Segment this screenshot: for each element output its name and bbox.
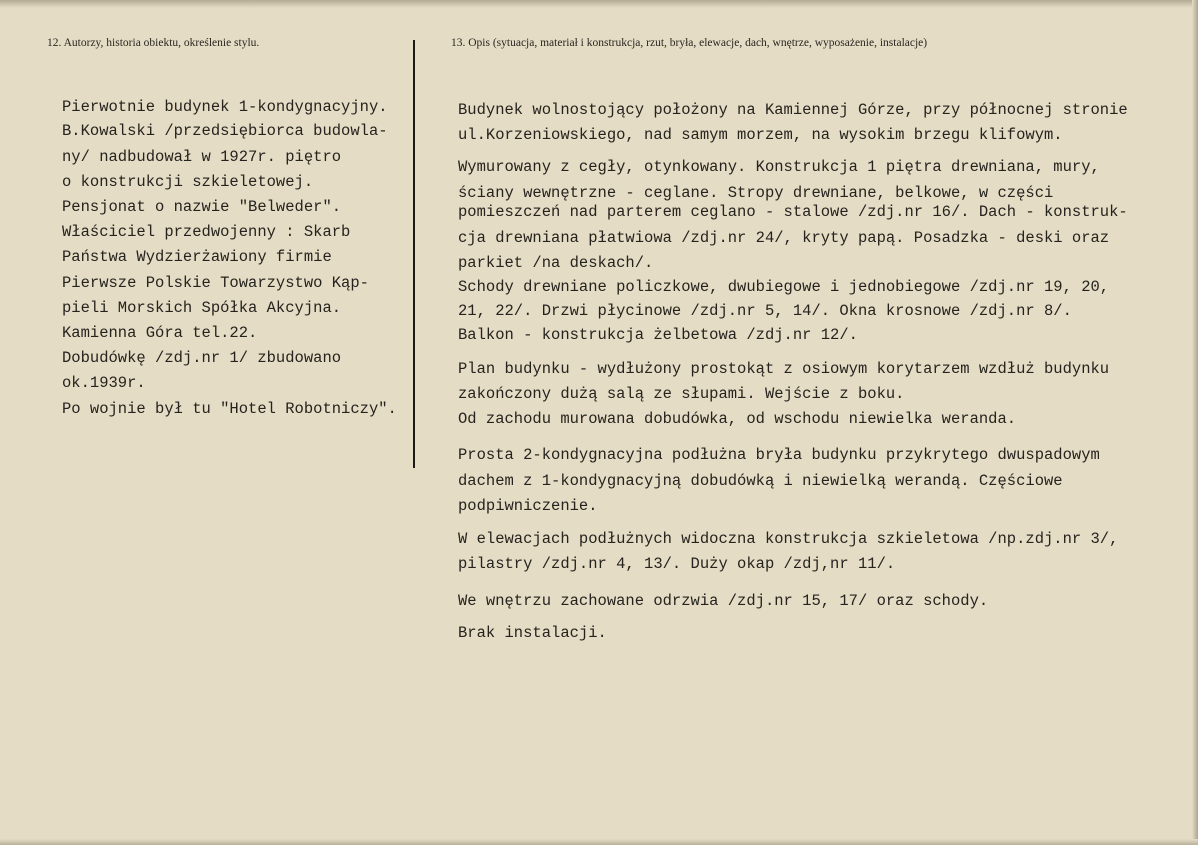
section-13-line: Plan budynku - wydłużony prostokąt z osiowym korytarzem wzdłuż budynku (458, 360, 1110, 378)
section-13-line: parkiet /na deskach/. (458, 254, 654, 272)
section-13-line: Od zachodu murowana dobudówka, od wschodu niewielka weranda. (458, 410, 1017, 428)
section-13-line: zakończony dużą salą ze słupami. Wejście z boku. (458, 385, 905, 403)
paper-edge-bottom (0, 839, 1198, 845)
section-13-line: podpiwniczenie. (458, 497, 598, 515)
section-13-line: pomieszczeń nad parterem ceglano - stalowe /zdj.nr 16/. Dach - konstruk- (458, 203, 1128, 221)
section-12-line: B.Kowalski /przedsiębiorca budowla- (62, 122, 388, 140)
section-13-line: 21, 22/. Drzwi płycinowe /zdj.nr 5, 14/. Okna krosnowe /zdj.nr 8/. (458, 302, 1072, 320)
section-13-line: Budynek wolnostojący położony na Kamiennej Górze, przy północnej stronie (458, 101, 1128, 119)
section-13-line: We wnętrzu zachowane odrzwia /zdj.nr 15, 17/ oraz schody. (458, 592, 989, 610)
section-12-line: Pensjonat o nazwie "Belweder". (62, 198, 342, 216)
section-12-line: ok.1939r. (62, 374, 146, 392)
paper-edge-top (0, 0, 1198, 8)
section-12-line: Po wojnie był tu "Hotel Robotniczy". (62, 400, 397, 418)
column-divider (413, 40, 415, 468)
paper-edge-right (1192, 0, 1198, 845)
section-12-line: pieli Morskich Spółka Akcyjna. (62, 299, 342, 317)
section-12-line: ny/ nadbudował w 1927r. piętro (62, 148, 342, 166)
section-12-line: o konstrukcji szkieletowej. (62, 173, 314, 191)
section-13-line: Schody drewniane policzkowe, dwubiegowe i jednobiegowe /zdj.nr 19, 20, (458, 278, 1110, 296)
section-13-line: cja drewniana płatwiowa /zdj.nr 24/, kryty papą. Posadzka - deski oraz (458, 229, 1110, 247)
section-13-line: ściany wewnętrzne - ceglane. Stropy drewniane, belkowe, w części (458, 184, 1054, 202)
section-12-header: 12. Autorzy, historia obiektu, określenie stylu. (47, 37, 260, 49)
section-13-line: Brak instalacji. (458, 624, 607, 642)
section-12-line: Pierwsze Polskie Towarzystwo Kąp- (62, 274, 369, 292)
section-12-line: Pierwotnie budynek 1-kondygnacyjny. (62, 98, 388, 116)
section-13-line: W elewacjach podłużnych widoczna konstrukcja szkieletowa /np.zdj.nr 3/, (458, 530, 1119, 548)
section-13-line: dachem z 1-kondygnacyjną dobudówką i niewielką werandą. Częściowe (458, 472, 1063, 490)
section-12-line: Dobudówkę /zdj.nr 1/ zbudowano (62, 349, 342, 367)
section-13-line: ul.Korzeniowskiego, nad samym morzem, na wysokim brzegu klifowym. (458, 126, 1063, 144)
section-13-header: 13. Opis (sytuacja, materiał i konstrukcja, rzut, bryła, elewacje, dach, wnętrze, wyposażenie, instalacje) (451, 37, 928, 49)
section-13-line: Wymurowany z cegły, otynkowany. Konstrukcja 1 piętra drewniana, mury, (458, 158, 1100, 176)
section-13-line: Balkon - konstrukcja żelbetowa /zdj.nr 12/. (458, 326, 858, 344)
section-12-line: Właściciel przedwojenny : Skarb (62, 223, 351, 241)
section-13-line: pilastry /zdj.nr 4, 13/. Duży okap /zdj,nr 11/. (458, 555, 896, 573)
section-13-line: Prosta 2-kondygnacyjna podłużna bryła budynku przykrytego dwuspadowym (458, 446, 1100, 464)
section-12-line: Państwa Wydzierżawiony firmie (62, 248, 332, 266)
section-12-line: Kamienna Góra tel.22. (62, 324, 258, 342)
